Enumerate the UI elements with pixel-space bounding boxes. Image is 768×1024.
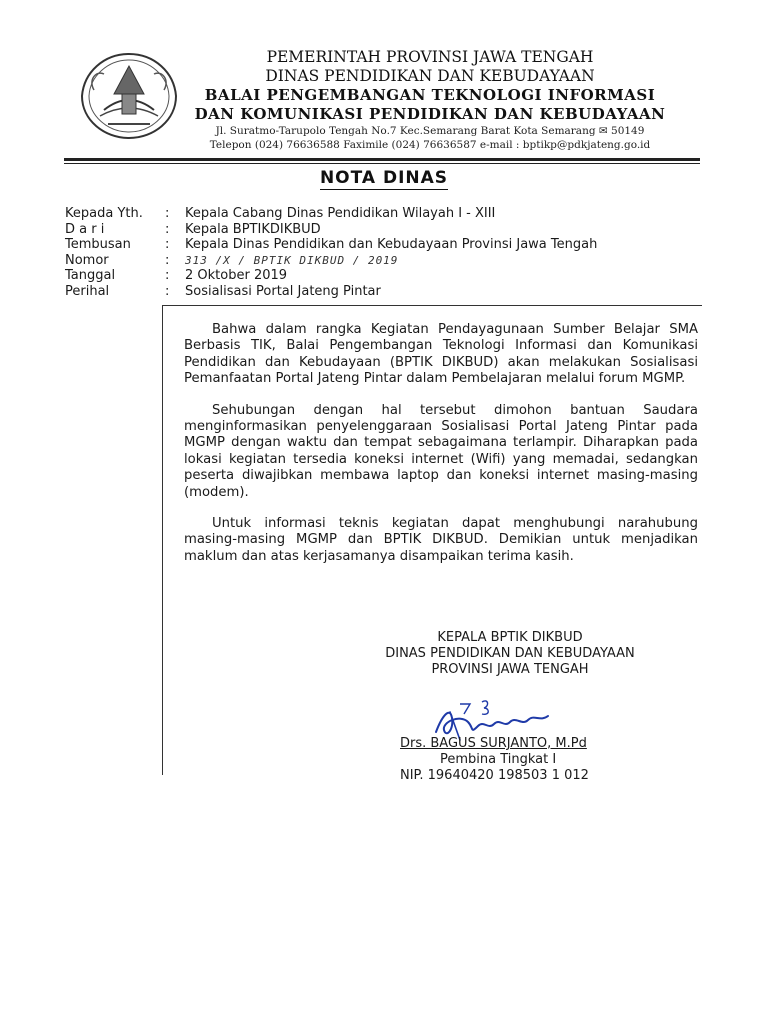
letterhead-rule-thin	[64, 163, 700, 164]
field-value-handwritten: 313 /X / BPTIK DIKBUD / 2019	[185, 253, 399, 267]
body-paragraph-3: Untuk informasi teknis kegiatan dapat menghubungi narahubung masing-masing MGMP dan BPTIK DIKBUD. Demikian untuk menjadikan maklum dan atas kerjasamanya disampaikan terima kasih.	[184, 516, 698, 564]
field-nomor	[65, 253, 705, 269]
field-colon: :	[165, 221, 170, 237]
field-label: D a r i	[65, 221, 105, 237]
field-label: Kepada Yth.	[65, 206, 143, 221]
field-colon: :	[165, 283, 170, 299]
field-colon: :	[165, 268, 170, 284]
signatory-rank: Pembina Tingkat I	[440, 752, 557, 767]
signatory-name: Drs. BAGUS SURJANTO, M.Pd	[400, 736, 587, 751]
letterhead-line-2: DINAS PENDIDIKAN DAN KEBUDAYAAN	[265, 67, 595, 85]
letterhead-address-block	[190, 124, 670, 152]
letterhead-rule-thick	[64, 158, 700, 161]
field-value: Kepala Cabang Dinas Pendidikan Wilayah I - XIII	[185, 206, 496, 221]
field-colon: :	[165, 252, 170, 268]
field-tanggal	[65, 268, 705, 284]
field-dari	[65, 222, 705, 238]
letterhead-address: Jl. Suratmo-Tarupolo Tengah No.7 Kec.Semarang Barat Kota Semarang ✉ 50149	[215, 125, 645, 137]
field-kepada	[65, 206, 705, 222]
field-label: Nomor	[65, 252, 109, 268]
letterhead	[180, 48, 680, 124]
body-paragraph-1: Bahwa dalam rangka Kegiatan Pendayagunaan Sumber Belajar SMA Berbasis TIK, Balai Pengembangan Teknologi Informasi dan Komunikasi Pendidikan dan Kebudayaan (BPTIK DIKBUD) akan melakukan Sosialisasi Pemanfaatan Portal Jateng Pintar dalam Pembelajaran melalui forum MGMP.	[184, 322, 698, 387]
field-label: Tembusan	[65, 237, 131, 253]
signatory-position-line-2: DINAS PENDIDIKAN DAN KEBUDAYAAN	[385, 646, 635, 661]
signatory-position	[300, 630, 720, 678]
field-label: Tanggal	[65, 268, 116, 284]
field-tembusan	[65, 237, 705, 253]
letterhead-line-4: DAN KOMUNIKASI PENDIDIKAN DAN KEBUDAYAAN	[194, 105, 666, 123]
memo-body	[184, 322, 698, 580]
fields-divider-rule	[162, 305, 702, 306]
body-paragraph-2: Sehubungan dengan hal tersebut dimohon bantuan Saudara menginformasikan penyelenggaraan Sosialisasi Portal Jateng Pintar pada MGMP dengan waktu dan tempat sebagaimana terlampir. Diharapkan pada lokasi kegiatan tersedia koneksi internet (Wifi) yang memadai, sedangkan peserta diwajibkan membawa laptop dan koneksi internet masing-masing (modem).	[184, 402, 698, 500]
signatory-position-line-1: KEPALA BPTIK DIKBUD	[437, 630, 583, 645]
field-value: Sosialisasi Portal Jateng Pintar	[185, 283, 381, 299]
letterhead-line-1: PEMERINTAH PROVINSI JAWA TENGAH	[266, 48, 594, 66]
document-title	[0, 168, 768, 188]
letterhead-contact: Telepon (024) 76636588 Faximile (024) 76636587 e-mail : bptikp@pdkjateng.go.id	[209, 139, 651, 151]
field-perihal	[65, 284, 705, 300]
field-value: 2 Oktober 2019	[185, 268, 288, 284]
margin-vertical-rule	[162, 305, 163, 775]
signatory-nip: NIP. 19640420 198503 1 012	[400, 768, 589, 783]
field-value: Kepala Dinas Pendidikan dan Kebudayaan Provinsi Jawa Tengah	[185, 237, 598, 253]
document-title-text: NOTA DINAS	[319, 168, 449, 188]
signatory-position-line-3: PROVINSI JAWA TENGAH	[431, 662, 589, 677]
field-colon: :	[165, 206, 170, 221]
memo-fields	[65, 206, 705, 300]
letterhead-line-3: BALAI PENGEMBANGAN TEKNOLOGI INFORMASI	[204, 86, 656, 104]
field-colon: :	[165, 237, 170, 253]
field-value: Kepala BPTIKDIKBUD	[185, 221, 321, 237]
field-label: Perihal	[65, 283, 110, 299]
province-emblem-logo	[74, 50, 184, 142]
